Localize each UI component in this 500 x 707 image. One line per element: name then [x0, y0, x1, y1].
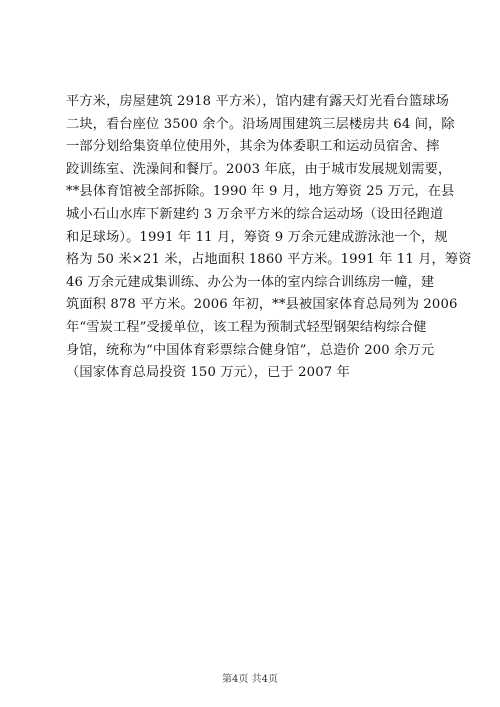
page-number-footer: 第4页 共4页: [222, 674, 278, 685]
text-line: 和足球场）。1991 年 11 月，筹资 9 万余元建成游泳池一个，规: [66, 229, 448, 245]
text-line: 身馆，统称为“中国体育彩票综合健身馆”，总造价 200 余万元: [66, 342, 435, 358]
body-paragraph: [66, 91, 472, 385]
text-line: 46 万余元建成集训练、办公为一体的室内综合训练房一幢，建: [66, 274, 435, 290]
text-line: 格为 50 米×21 米，占地面积 1860 平方米。1991 年 11 月，筹资: [66, 252, 472, 268]
text-line: 筑面积 878 平方米。2006 年初，**县被国家体育总局列为 2006: [66, 297, 458, 313]
text-line: 城小石山水库下新建约 3 万余平方米的综合运动场（设田径跑道: [66, 206, 444, 222]
text-line: 平方米，房屋建筑 2918 平方米），馆内建有露天灯光看台篮球场: [66, 94, 450, 109]
text-line: 年“雪炭工程”受援单位，该工程为预制式轻型钢架结构综合健: [66, 319, 427, 335]
text-line: 一部分划给集资单位使用外，其余为体委职工和运动员宿舍、摔: [66, 139, 440, 155]
text-line: 跤训练室、洗澡间和餐厅。2003 年底，由于城市发展规划需要，: [66, 161, 452, 177]
text-line: **县体育馆被全部拆除。1990 年 9 月，地方筹资 25 万元，在县: [66, 184, 455, 200]
text-line: 二块，看台座位 3500 余个。沿场周围建筑三层楼房共 64 间，除: [66, 116, 455, 132]
text-line: （国家体育总局投资 150 万元），已于 2007 年: [66, 365, 350, 381]
